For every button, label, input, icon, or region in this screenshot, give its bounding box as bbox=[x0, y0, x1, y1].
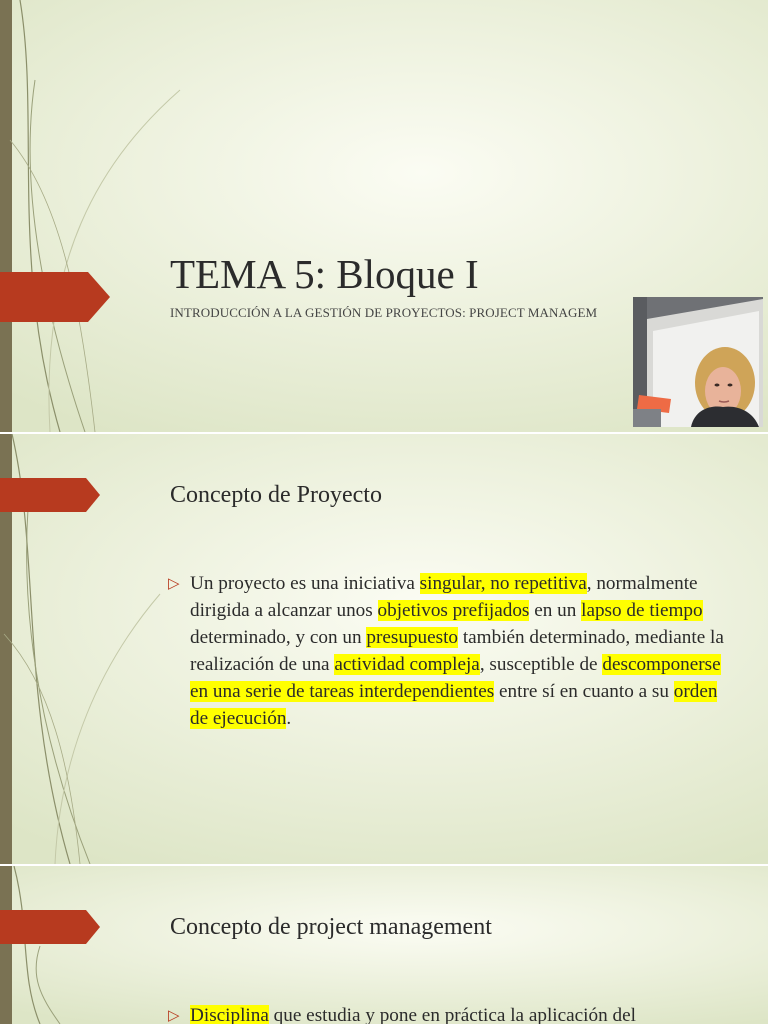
vine-decoration bbox=[0, 866, 200, 1024]
definition-bullet bbox=[168, 570, 728, 732]
accent-arrow-tab bbox=[0, 478, 100, 512]
slide-title: TEMA 5: Bloque I bbox=[170, 251, 479, 297]
text-run: también determinado, mediante la realización de una bbox=[190, 627, 724, 675]
accent-arrow-tab bbox=[0, 910, 100, 944]
highlighted-text: objetivos prefijados bbox=[377, 600, 530, 621]
highlighted-text: Disciplina bbox=[190, 1005, 269, 1024]
highlighted-text: actividad compleja bbox=[334, 654, 480, 675]
highlighted-text: orden bbox=[673, 681, 718, 702]
definition-bullet bbox=[168, 1002, 728, 1024]
text-run: , normalmente dirigida a alcanzar unos bbox=[190, 573, 698, 621]
slide-heading: Concepto de project management bbox=[170, 914, 492, 940]
slide-heading: Concepto de Proyecto bbox=[170, 482, 382, 508]
presenter-video-image bbox=[633, 297, 763, 427]
highlighted-text: presupuesto bbox=[366, 627, 459, 648]
webcam-overlay bbox=[633, 297, 763, 427]
bullet-paragraph bbox=[190, 570, 728, 732]
text-run: entre sí en cuanto a su bbox=[494, 681, 674, 702]
vine-decoration bbox=[0, 0, 200, 432]
text-run: Un proyecto es una iniciativa bbox=[190, 573, 420, 594]
slide-title-tema5 bbox=[0, 0, 768, 432]
highlighted-text: lapso de tiempo bbox=[581, 600, 703, 621]
arrow-bullet-icon: ▷ bbox=[168, 1008, 180, 1024]
highlighted-text: de ejecución bbox=[190, 708, 287, 729]
slide-concepto-proyecto bbox=[0, 434, 768, 864]
text-run: determinado, y con un bbox=[190, 627, 367, 648]
arrow-bullet-icon: ▷ bbox=[168, 576, 180, 592]
text-run: , susceptible de bbox=[479, 654, 603, 675]
slide-subtitle: INTRODUCCIÓN A LA GESTIÓN DE PROYECTOS: PROJECT MANAGEM bbox=[170, 305, 598, 320]
highlighted-text: descomponerse en una serie de tareas interdependientes bbox=[190, 654, 721, 702]
slide-concepto-project-management bbox=[0, 866, 768, 1024]
bullet-paragraph bbox=[190, 1002, 728, 1024]
text-run: . bbox=[286, 708, 292, 729]
text-run: que estudia y pone en práctica la aplicación del bbox=[268, 1005, 636, 1024]
text-run: en un bbox=[529, 600, 582, 621]
highlighted-text: singular, no repetitiva bbox=[419, 573, 587, 594]
accent-arrow-tab bbox=[0, 272, 110, 322]
